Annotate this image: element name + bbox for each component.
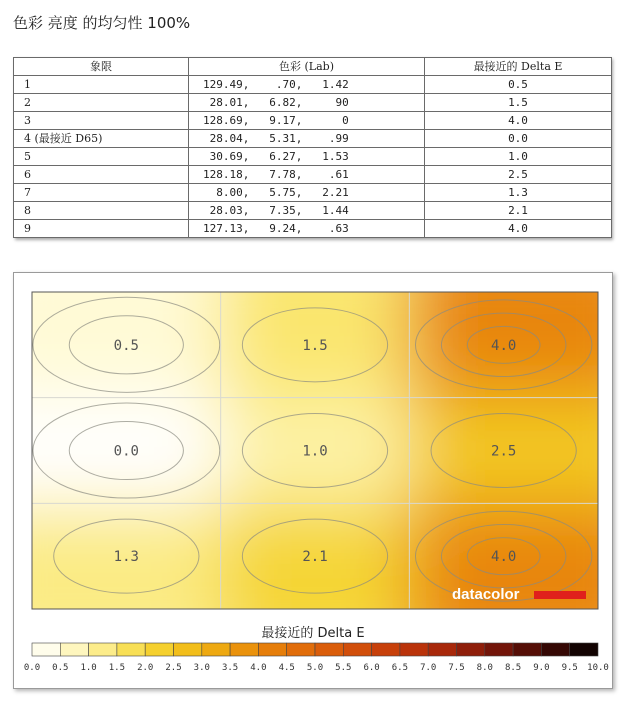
cell-value-label: 1.5 bbox=[302, 337, 328, 354]
colorbar-tick-label: 4.0 bbox=[250, 663, 267, 673]
colorbar-segment bbox=[32, 643, 60, 656]
delta-e-cell: 4.0 bbox=[425, 112, 612, 130]
colorbar-segment bbox=[315, 643, 343, 656]
colorbar-tick-label: 1.0 bbox=[80, 663, 97, 673]
colorbar-tick-label: 6.0 bbox=[363, 663, 380, 673]
column-header-lab: 色彩 (Lab) bbox=[189, 58, 425, 76]
lab-cell: 28.03, 7.35, 1.44 bbox=[189, 202, 425, 220]
delta-e-cell: 2.5 bbox=[425, 166, 612, 184]
cell-value-label: 4.0 bbox=[491, 549, 517, 566]
lab-cell: 28.01, 6.82, 90 bbox=[189, 94, 425, 112]
colorbar-segment bbox=[287, 643, 315, 656]
table-row bbox=[14, 130, 612, 148]
colorbar-tick-label: 4.5 bbox=[278, 663, 295, 673]
colorbar-tick-label: 0.0 bbox=[23, 663, 41, 673]
colorbar-segment bbox=[457, 643, 485, 656]
colorbar-tick-label: 7.5 bbox=[448, 663, 465, 673]
table-row bbox=[14, 220, 612, 238]
quadrant-cell: 5 bbox=[14, 148, 189, 166]
colorbar-tick-label: 7.0 bbox=[420, 663, 437, 673]
cell-value-label: 1.0 bbox=[302, 443, 328, 460]
delta-e-cell: 1.0 bbox=[425, 148, 612, 166]
quadrant-cell: 6 bbox=[14, 166, 189, 184]
colorbar-segment bbox=[343, 643, 371, 656]
colorbar-tick-label: 5.0 bbox=[306, 663, 324, 673]
delta-e-cell: 0.5 bbox=[425, 76, 612, 94]
colorbar-segment bbox=[400, 643, 428, 656]
colorbar-segment bbox=[117, 643, 145, 656]
quadrant-cell: 8 bbox=[14, 202, 189, 220]
delta-e-cell: 1.5 bbox=[425, 94, 612, 112]
cell-value-label: 0.5 bbox=[113, 337, 139, 354]
table-row bbox=[14, 184, 612, 202]
colorbar-tick-label: 10.0 bbox=[587, 663, 609, 673]
colorbar-segment bbox=[513, 643, 541, 656]
colorbar-tick-label: 9.0 bbox=[533, 663, 550, 673]
table-header-row bbox=[14, 58, 612, 76]
uniformity-table bbox=[13, 57, 611, 238]
uniformity-chart bbox=[13, 272, 613, 689]
quadrant-cell: 7 bbox=[14, 184, 189, 202]
table-row bbox=[14, 202, 612, 220]
table-row bbox=[14, 148, 612, 166]
table-row bbox=[14, 166, 612, 184]
colorbar-segment bbox=[89, 643, 117, 656]
colorbar-tick-label: 8.5 bbox=[504, 663, 522, 673]
column-header-quadrant: 象限 bbox=[14, 58, 189, 76]
heat-layer bbox=[14, 273, 612, 669]
colorbar-segment bbox=[202, 643, 230, 656]
cell-value-label: 4.0 bbox=[491, 337, 517, 354]
lab-cell: 127.13, 9.24, .63 bbox=[189, 220, 425, 238]
datacolor-logo-bar bbox=[534, 591, 586, 599]
lab-cell: 128.18, 7.78, .61 bbox=[189, 166, 425, 184]
colorbar-tick-label: 3.5 bbox=[221, 663, 239, 673]
quadrant-cell: 2 bbox=[14, 94, 189, 112]
cell-value-label: 2.5 bbox=[491, 443, 517, 460]
colorbar-title: 最接近的 Delta E bbox=[261, 626, 365, 641]
cell-value-label: 0.0 bbox=[113, 443, 139, 460]
quadrant-cell: 1 bbox=[14, 76, 189, 94]
delta-e-cell: 0.0 bbox=[425, 130, 612, 148]
heat-blur-group bbox=[14, 273, 612, 669]
colorbar-tick-label: 2.0 bbox=[137, 663, 154, 673]
colorbar-segment bbox=[258, 643, 286, 656]
colorbar-segment bbox=[485, 643, 513, 656]
colorbar-segment bbox=[372, 643, 400, 656]
colorbar-segment bbox=[60, 643, 88, 656]
heatmap-svg bbox=[14, 273, 612, 688]
lab-cell: 28.04, 5.31, .99 bbox=[189, 130, 425, 148]
colorbar-tick-label: 3.0 bbox=[193, 663, 210, 673]
lab-cell: 129.49, .70, 1.42 bbox=[189, 76, 425, 94]
lab-cell: 8.00, 5.75, 2.21 bbox=[189, 184, 425, 202]
cell-value-label: 1.3 bbox=[113, 549, 139, 566]
lab-cell: 128.69, 9.17, 0 bbox=[189, 112, 425, 130]
colorbar-tick-label: 0.5 bbox=[52, 663, 69, 673]
colorbar-tick-label: 9.5 bbox=[561, 663, 578, 673]
colorbar-tick-label: 1.5 bbox=[108, 663, 126, 673]
column-header-delta-e: 最接近的 Delta E bbox=[425, 58, 612, 76]
table-row bbox=[14, 76, 612, 94]
colorbar-tick-label: 2.5 bbox=[165, 663, 182, 673]
colorbar-segment bbox=[230, 643, 258, 656]
cell-value-label: 2.1 bbox=[302, 549, 328, 566]
colorbar-segment bbox=[145, 643, 173, 656]
colorbar-tick-label: 8.0 bbox=[476, 663, 493, 673]
datacolor-logo-text: datacolor bbox=[452, 586, 520, 603]
colorbar-segment bbox=[428, 643, 456, 656]
delta-e-cell: 1.3 bbox=[425, 184, 612, 202]
table-row bbox=[14, 94, 612, 112]
colorbar-tick-label: 5.5 bbox=[335, 663, 352, 673]
lab-cell: 30.69, 6.27, 1.53 bbox=[189, 148, 425, 166]
colorbar-segment bbox=[174, 643, 202, 656]
table-row bbox=[14, 112, 612, 130]
quadrant-cell: 3 bbox=[14, 112, 189, 130]
page-title: 色彩 亮度 的均匀性 100% bbox=[13, 14, 191, 32]
colorbar-segment bbox=[541, 643, 569, 656]
delta-e-cell: 2.1 bbox=[425, 202, 612, 220]
colorbar-segment bbox=[570, 643, 598, 656]
colorbar bbox=[24, 643, 609, 673]
quadrant-cell: 4 (最接近 D65) bbox=[14, 130, 189, 148]
colorbar-tick-label: 6.5 bbox=[391, 663, 409, 673]
quadrant-cell: 9 bbox=[14, 220, 189, 238]
uniformity-data-table bbox=[13, 57, 612, 238]
delta-e-cell: 4.0 bbox=[425, 220, 612, 238]
